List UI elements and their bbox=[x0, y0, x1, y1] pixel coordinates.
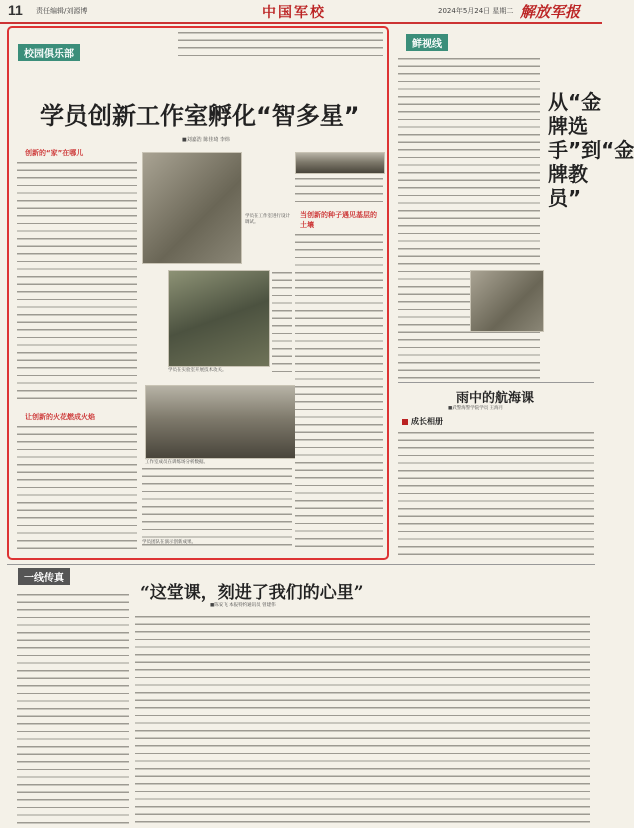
caption-3: 工作室成员在训练场分析数据。 bbox=[145, 460, 208, 465]
subhead-1: 创新的“家”在哪儿 bbox=[25, 149, 84, 157]
bottom-byline: ■陈安飞 本报特约通讯员 曾建伟 bbox=[210, 603, 276, 608]
subhead-2: 让创新的火花燃成火焰 bbox=[25, 413, 95, 421]
right-title: 从“金牌选手”到“金牌教员” bbox=[548, 90, 634, 210]
newspaper-brand: 解放军报 bbox=[520, 3, 581, 21]
photo-instructor bbox=[470, 270, 544, 332]
sea-body-text bbox=[398, 430, 594, 560]
feature-byline: ■刘嘉浩 陈佳琦 李炜 bbox=[182, 137, 230, 143]
photo-team-demo bbox=[145, 385, 297, 459]
caption-4: 学员团队在演示创新成果。 bbox=[142, 540, 196, 545]
issue-date: 2024年5月24日 星期二 bbox=[438, 7, 514, 15]
bottom-text-cols bbox=[135, 614, 590, 824]
intro-text bbox=[178, 30, 383, 60]
sea-course-title: 雨中的航海课 bbox=[456, 391, 535, 406]
body-text-col3b bbox=[272, 270, 292, 378]
body-text-col2 bbox=[142, 466, 292, 548]
growth-album-label: 成长相册 bbox=[411, 417, 443, 426]
body-text-col3 bbox=[295, 232, 383, 548]
column-label-campus-club: 校园俱乐部 bbox=[18, 44, 80, 61]
photo-lab bbox=[295, 152, 385, 174]
caption-2: 学员在实验室开展技术攻关。 bbox=[168, 368, 227, 373]
column-label-frontline: 一线传真 bbox=[18, 568, 70, 585]
divider-right bbox=[398, 382, 594, 383]
editor-credit: 责任编辑/刘源博 bbox=[36, 7, 88, 15]
photo-student-designer bbox=[142, 152, 242, 264]
bottom-title: “这堂课，刻进了我们的心里” bbox=[140, 583, 364, 603]
subhead-3: 当创新的种子遇见基层的土壤 bbox=[300, 211, 377, 229]
page-number: 11 bbox=[8, 2, 23, 18]
square-bullet-icon bbox=[402, 419, 408, 425]
divider-bottom bbox=[7, 564, 595, 565]
growth-album-tag bbox=[402, 416, 443, 427]
section-title: 中国军校 bbox=[262, 5, 326, 21]
bottom-text-col1 bbox=[17, 592, 129, 824]
sea-byline: ■武警海警学院学员 王海月 bbox=[448, 406, 504, 411]
body-text-col3a bbox=[295, 176, 383, 204]
body-text-col1 bbox=[17, 160, 137, 405]
photo-training-field bbox=[168, 270, 270, 367]
page-header bbox=[0, 0, 602, 24]
caption-1: 学员在工作室进行设计调试。 bbox=[245, 214, 290, 225]
right-body-text bbox=[398, 56, 540, 381]
body-text-col1b bbox=[17, 424, 137, 550]
column-label-fresh-view: 鲜视线 bbox=[406, 34, 448, 51]
feature-title: 学员创新工作室孵化“智多星” bbox=[40, 102, 360, 130]
